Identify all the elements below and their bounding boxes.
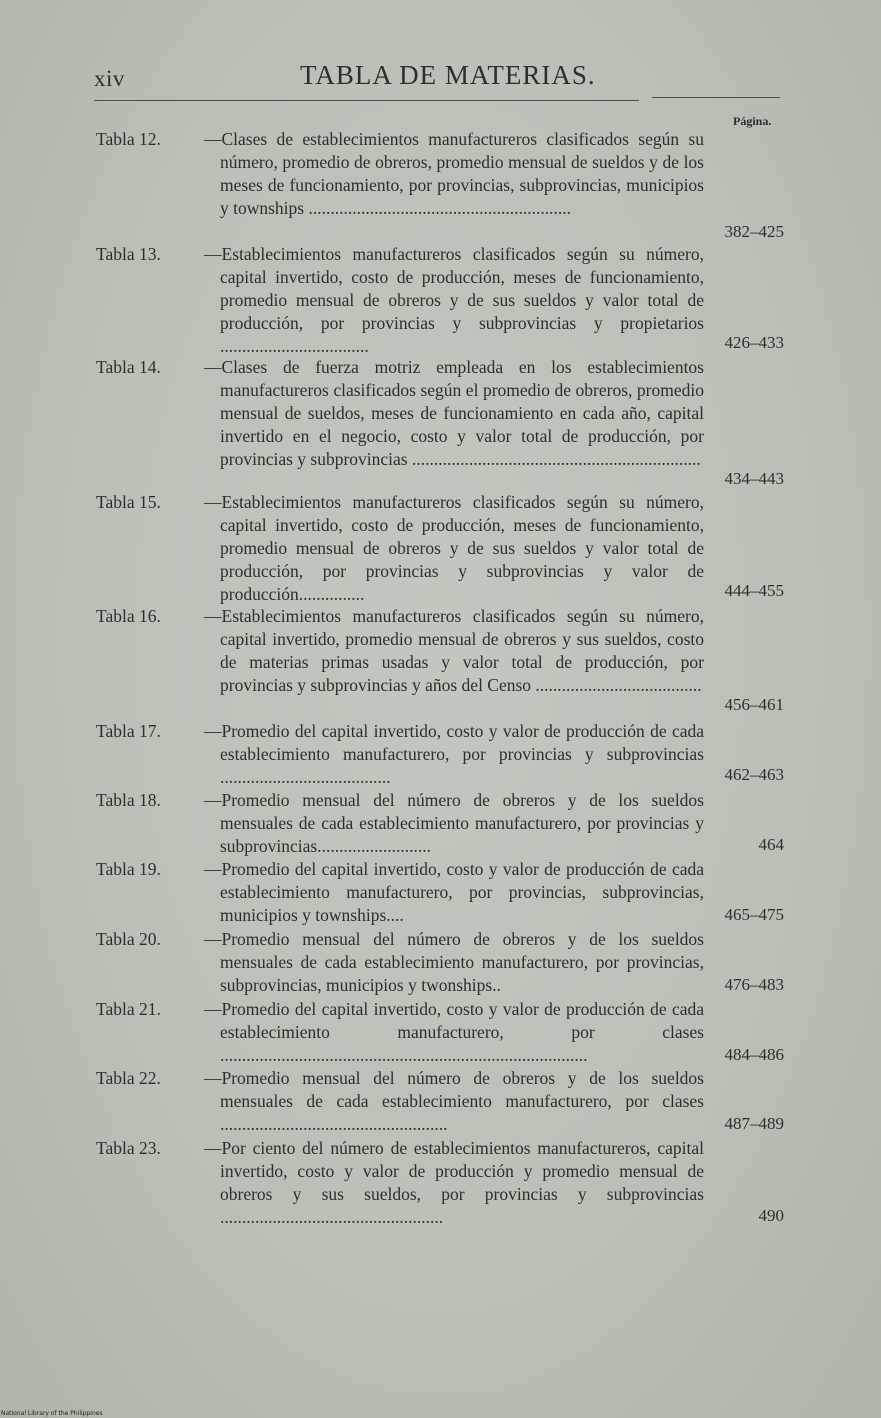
entry-description: —Promedio mensual del número de obreros y de los sueldos mensuales de cada establecimiento manufacturero, por provincias, subprovincias, municipios y twonships.. [204, 929, 704, 995]
entry-page: 456–461 [724, 695, 784, 714]
entry-description: —Promedio mensual del número de obreros y de los sueldos mensuales de cada establecimiento manufacturero, por provincias y subprovincias.......................... [204, 790, 704, 856]
entry-page: 426–433 [724, 333, 784, 352]
entry-label: Tabla 17. [96, 721, 161, 741]
entry-description: —Clases de fuerza motriz empleada en los establecimientos manufactureros clasificados según el promedio de obreros, promedio mensual de sueldos, meses de funcionamiento en cada año, capital invertido en el negocio, costo y valor total de producción, por provincias y subprovincias .................................................................. [204, 357, 704, 469]
entry-label: Tabla 19. [96, 859, 161, 879]
entry-page: 382–425 [724, 222, 784, 241]
entry-label: Tabla 21. [96, 999, 161, 1019]
page-column-heading: Página. [733, 114, 772, 128]
entry-description: —Promedio mensual del número de obreros y de los sueldos mensuales de cada establecimiento manufacturero, por clases .................................................... [204, 1068, 704, 1134]
entry-label: Tabla 13. [96, 244, 161, 264]
entry-page: 490 [758, 1206, 784, 1225]
entry-page: 464 [758, 835, 784, 854]
library-credit: National Library of the Philippines [1, 1410, 103, 1417]
entry-page: 487–489 [724, 1114, 784, 1133]
page-number: xiv [94, 66, 125, 91]
entry-description: —Establecimientos manufactureros clasificados según su número, capital invertido, costo de producción, meses de funcionamiento, promedio mensual de obreros y de sus sueldos y valor total de producción, por provincias y subprovincias y valor de producción............... [204, 492, 704, 604]
entry-label: Tabla 16. [96, 606, 161, 626]
entry-page: 484–486 [724, 1045, 784, 1064]
entry-description: —Promedio del capital invertido, costo y valor de producción de cada establecimiento manufacturero, por provincias y subprovincias ....................................... [204, 721, 704, 787]
page-title: TABLA DE MATERIAS. [300, 60, 596, 90]
entry-page: 465–475 [724, 905, 784, 924]
entry-description: —Por ciento del número de establecimientos manufactureros, capital invertido, costo y valor de producción y promedio mensual de obreros y sus sueldos, por provincias y subprovincias ................................................... [204, 1138, 704, 1227]
entry-page: 476–483 [724, 975, 784, 994]
entry-label: Tabla 18. [96, 790, 161, 810]
entry-label: Tabla 15. [96, 492, 161, 512]
entry-page: 444–455 [724, 581, 784, 600]
entry-page: 462–463 [724, 765, 784, 784]
entry-description: —Establecimientos manufactureros clasificados según su número, capital invertido, promedio mensual de obreros y sus sueldos, costo de materias primas usadas y valor total de producción, por provincias y subprovincias y años del Censo ...................................... [204, 606, 704, 695]
entry-description: —Establecimientos manufactureros clasificados según su número, capital invertido, costo de producción, meses de funcionamiento, promedio mensual de obreros y de sus sueldos y valor total de producción, por provincias y subprovincias y propietarios .................................. [204, 244, 704, 356]
entry-description: —Promedio del capital invertido, costo y valor de producción de cada establecimiento manufacturero, por provincias, subprovincias, municipios y townships.... [204, 859, 704, 925]
entry-label: Tabla 20. [96, 929, 161, 949]
entry-page: 434–443 [724, 469, 784, 488]
entry-description: —Clases de establecimientos manufactureros clasificados según su número, promedio de obreros, promedio mensual de sueldos y de los meses de funcionamiento, por provincias, subprovincias, municipios y townships ............................................................ [204, 129, 704, 218]
entry-label: Tabla 22. [96, 1068, 161, 1088]
entry-label: Tabla 23. [96, 1138, 161, 1158]
entry-label: Tabla 12. [96, 129, 161, 149]
entry-label: Tabla 14. [96, 357, 161, 377]
entry-description: —Promedio del capital invertido, costo y valor de producción de cada establecimiento manufacturero, por clases .................................................................................... [204, 999, 704, 1065]
